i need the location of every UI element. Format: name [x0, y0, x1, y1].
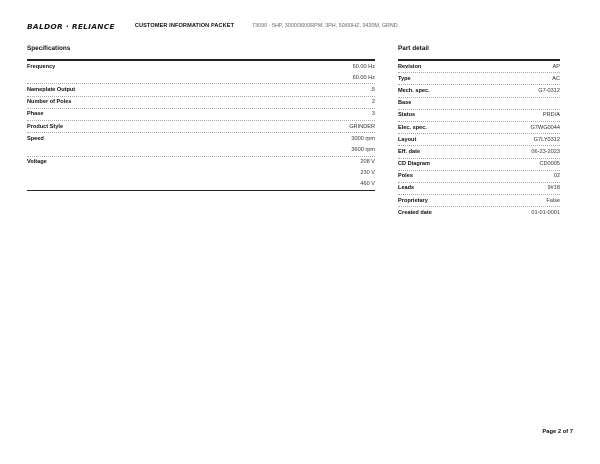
part-detail-value: PRD/A — [542, 112, 560, 119]
spec-label: Phase — [27, 111, 44, 118]
part-detail-row — [398, 61, 560, 73]
brand-logo: BALDOR · RELIANCE — [27, 21, 115, 31]
part-detail-heading: Part detail — [398, 45, 429, 52]
part-detail-label: Elec. spec. — [398, 124, 427, 131]
spec-label: Frequency — [27, 63, 56, 70]
spec-label: Speed — [27, 135, 44, 142]
part-detail-label: Eff. date — [398, 148, 421, 155]
spec-label: Nameplate Output — [27, 86, 76, 93]
page-header — [27, 19, 587, 33]
part-detail-row — [398, 146, 560, 158]
spec-value: 50.00 Hz — [352, 63, 375, 70]
part-detail-label: Status — [398, 112, 416, 119]
spec-label: Number of Poles — [27, 99, 72, 106]
specifications-table — [27, 61, 375, 191]
part-detail-label: Created date — [398, 209, 432, 216]
part-detail-row — [398, 183, 560, 195]
part-detail-label: Leads — [398, 185, 415, 192]
part-detail-row — [398, 171, 560, 183]
document-title: CUSTOMER INFORMATION PACKET — [134, 23, 235, 29]
part-detail-value: 9#18 — [547, 185, 560, 192]
part-detail-value: False — [546, 197, 560, 204]
spec-row — [27, 133, 375, 144]
spec-row — [27, 168, 375, 179]
spec-value: 230 V — [360, 170, 375, 177]
part-detail-value: AC — [552, 75, 560, 82]
spec-row — [27, 84, 375, 95]
part-detail-value: G7-0312 — [538, 87, 560, 94]
part-detail-value: G7WG0044 — [530, 124, 560, 131]
part-detail-row — [398, 195, 560, 207]
spec-value: 60.00 Hz — [352, 74, 375, 81]
spec-group — [27, 157, 375, 192]
part-detail-label: Poles — [398, 173, 413, 180]
part-detail-row — [398, 207, 560, 218]
part-detail-label: Base — [398, 100, 412, 107]
part-detail-row — [398, 98, 560, 110]
part-detail-row — [398, 110, 560, 122]
part-detail-row — [398, 85, 560, 97]
part-detail-row — [398, 73, 560, 85]
spec-row — [27, 121, 375, 132]
spec-value: 208 V — [360, 159, 375, 166]
document-subtitle: 73090 - 5HP, 3000/3600RPM, 3PH, 50/60HZ, 3420M, GRND — [252, 23, 398, 29]
spec-row — [27, 109, 375, 120]
spec-label: Voltage — [27, 159, 47, 166]
part-detail-value: G7LY0312 — [533, 136, 560, 143]
part-detail-value: 01-01-0001 — [531, 209, 560, 216]
part-detail-label: Revision — [398, 63, 422, 70]
part-detail-value: 02 — [553, 173, 560, 180]
spec-value: GRINDER — [349, 123, 375, 130]
spec-value: 2 — [371, 99, 375, 106]
spec-value: 460 V — [360, 181, 375, 188]
part-detail-label: Type — [398, 75, 411, 82]
spec-row — [27, 144, 375, 155]
spec-value: 3000 rpm — [351, 135, 375, 142]
part-detail-row — [398, 159, 560, 171]
part-detail-value: 06-23-2023 — [531, 148, 560, 155]
part-detail-label: Layout — [398, 136, 417, 143]
spec-group — [27, 61, 375, 84]
spec-group — [27, 121, 375, 133]
part-detail-label: Proprietary — [398, 197, 428, 204]
spec-value: .5 — [370, 86, 375, 93]
part-detail-label: CD Diagram — [398, 161, 431, 168]
spec-row — [27, 61, 375, 72]
spec-row — [27, 179, 375, 190]
spec-row — [27, 157, 375, 168]
spec-label: Product Style — [27, 123, 64, 130]
spec-row — [27, 97, 375, 108]
part-detail-label: Mech. spec. — [398, 87, 430, 94]
spec-row — [27, 72, 375, 83]
spec-group — [27, 109, 375, 121]
part-detail-value: CD0005 — [539, 161, 560, 168]
part-detail-row — [398, 122, 560, 134]
spec-group — [27, 97, 375, 109]
part-detail-value: AP — [552, 63, 560, 70]
spec-value: 3600 rpm — [351, 146, 375, 153]
spec-group — [27, 84, 375, 96]
part-detail-table — [398, 61, 560, 218]
spec-group — [27, 133, 375, 156]
part-detail-row — [398, 134, 560, 146]
spec-value: 3 — [371, 111, 375, 118]
page-number: Page 2 of 7 — [542, 429, 573, 435]
specifications-heading: Specifications — [27, 45, 71, 52]
